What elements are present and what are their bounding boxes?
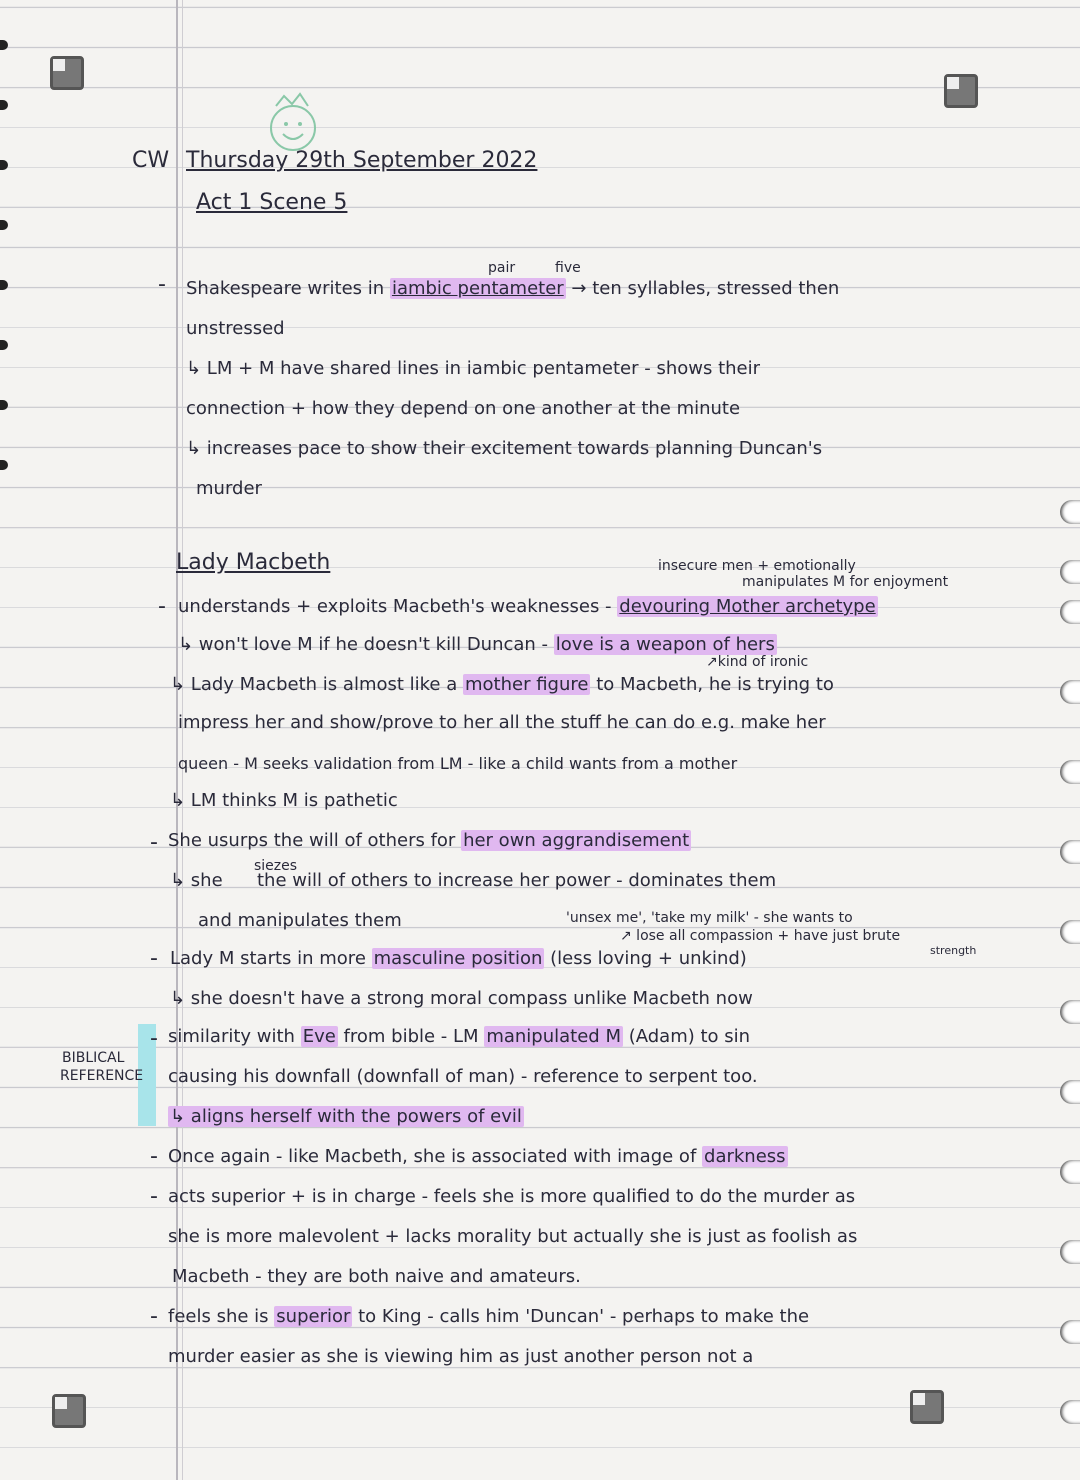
s2-line9: and manipulates them xyxy=(198,910,402,931)
s2-line16: acts superior + is in charge - feels she is more qualified to do the murder as xyxy=(168,1186,856,1207)
s2-line2: ↳ won't love M if he doesn't kill Duncan - love is a weapon of hers xyxy=(178,634,775,655)
corner-marker-bottom-left xyxy=(52,1394,86,1428)
s2-line7: She usurps the will of others for her own aggrandisement xyxy=(168,830,690,851)
annotation-pair: pair xyxy=(488,260,516,276)
bullet-dash: - xyxy=(150,830,158,855)
highlight-mother-figure: mother figure xyxy=(465,674,589,695)
highlight-manipulated: manipulated M xyxy=(486,1026,621,1047)
s1-line5: ↳ increases pace to show their excitement towards planning Duncan's xyxy=(186,438,823,459)
s1-line4: connection + how they depend on one another at the minute xyxy=(186,398,741,419)
highlight-superior: superior xyxy=(276,1306,351,1327)
s1-line6: murder xyxy=(196,478,262,499)
highlight-masculine: masculine position xyxy=(373,948,543,969)
s2-line1: understands + exploits Macbeth's weaknesses - devouring Mother archetype xyxy=(178,596,876,617)
bullet-dash: - xyxy=(150,1144,158,1169)
section-heading: Lady Macbeth xyxy=(176,550,331,575)
corner-marker-bottom-right xyxy=(910,1390,944,1424)
s2-line15: Once again - like Macbeth, she is associated with image of darkness xyxy=(168,1146,786,1167)
s2-line10: Lady M starts in more masculine position (less loving + unkind) xyxy=(170,948,747,969)
s2-line14 xyxy=(168,1106,524,1127)
s2-line11: ↳ she doesn't have a strong moral compass unlike Macbeth now xyxy=(170,988,753,1009)
annotation-siezes: siezes xyxy=(254,858,298,874)
s2-line20: murder easier as she is viewing him as just another person not a xyxy=(168,1346,754,1367)
annotation-strength: strength xyxy=(930,944,977,957)
annotation-unsex-me: 'unsex me', 'take my milk' - she wants to xyxy=(566,910,853,926)
s2-line4: impress her and show/prove to her all the stuff he can do e.g. make her xyxy=(178,712,826,733)
cw-label: CW xyxy=(132,148,170,173)
highlight-darkness: darkness xyxy=(704,1146,786,1167)
bullet-dash: - xyxy=(150,1184,158,1209)
s2-line17: she is more malevolent + lacks morality but actually she is just as foolish as xyxy=(168,1226,858,1247)
highlight-iambic: iambic pentameter xyxy=(391,278,564,299)
bullet-dash: - xyxy=(150,946,158,971)
highlight-evil: ↳ aligns herself with the powers of evil xyxy=(170,1106,522,1127)
s2-line18: Macbeth - they are both naive and amateurs. xyxy=(172,1266,581,1287)
bullet-dash: - xyxy=(150,1026,158,1051)
margin-label-biblical: BIBLICAL xyxy=(62,1050,125,1066)
s2-line3: ↳ Lady Macbeth is almost like a mother figure to Macbeth, he is trying to xyxy=(170,674,834,695)
annotation-manipulates: manipulates M for enjoyment xyxy=(742,574,949,590)
s1-line3: ↳ LM + M have shared lines in iambic pentameter - shows their xyxy=(186,358,761,379)
bullet-dash: - xyxy=(158,594,166,619)
s2-line5: queen - M seeks validation from LM - like a child wants from a mother xyxy=(178,754,738,773)
s2-line8: ↳ she ​ ​ ​ ​ ​ the will of others to increase her power - dominates them xyxy=(170,870,777,891)
s2-line12: similarity with Eve from bible - LM manipulated M (Adam) to sin xyxy=(168,1026,751,1047)
highlight-aggrandisement: her own aggrandisement xyxy=(463,830,690,851)
annotation-ironic: ↗kind of ironic xyxy=(706,654,809,670)
highlight-devouring: devouring Mother archetype xyxy=(619,596,876,617)
bullet-dash: - xyxy=(158,272,166,297)
s2-line13: causing his downfall (downfall of man) - reference to serpent too. xyxy=(168,1066,758,1087)
annotation-insecure: insecure men + emotionally xyxy=(658,558,856,574)
margin-label-reference: REFERENCE xyxy=(60,1068,144,1084)
margin-line-secondary xyxy=(182,0,183,1480)
s1-line2: unstressed xyxy=(186,318,285,339)
corner-marker-top-right xyxy=(944,74,978,108)
s2-line19: feels she is superior to King - calls him 'Duncan' - perhaps to make the xyxy=(168,1306,810,1327)
corner-marker-top-left xyxy=(50,56,84,90)
annotation-five: five xyxy=(555,260,581,276)
page-subtitle: Act 1 Scene 5 xyxy=(196,190,348,215)
highlight-eve: Eve xyxy=(302,1026,336,1047)
margin-line xyxy=(176,0,178,1480)
page-date: Thursday 29th September 2022 xyxy=(186,148,538,173)
s2-line6: ↳ LM thinks M is pathetic xyxy=(170,790,398,811)
highlight-love-weapon: love is a weapon of hers xyxy=(555,634,775,655)
bullet-dash: - xyxy=(150,1304,158,1329)
annotation-compassion: ↗ lose all compassion + have just brute xyxy=(620,928,901,944)
s1-line1: Shakespeare writes in iambic pentameter → ten syllables, stressed then xyxy=(186,278,840,299)
